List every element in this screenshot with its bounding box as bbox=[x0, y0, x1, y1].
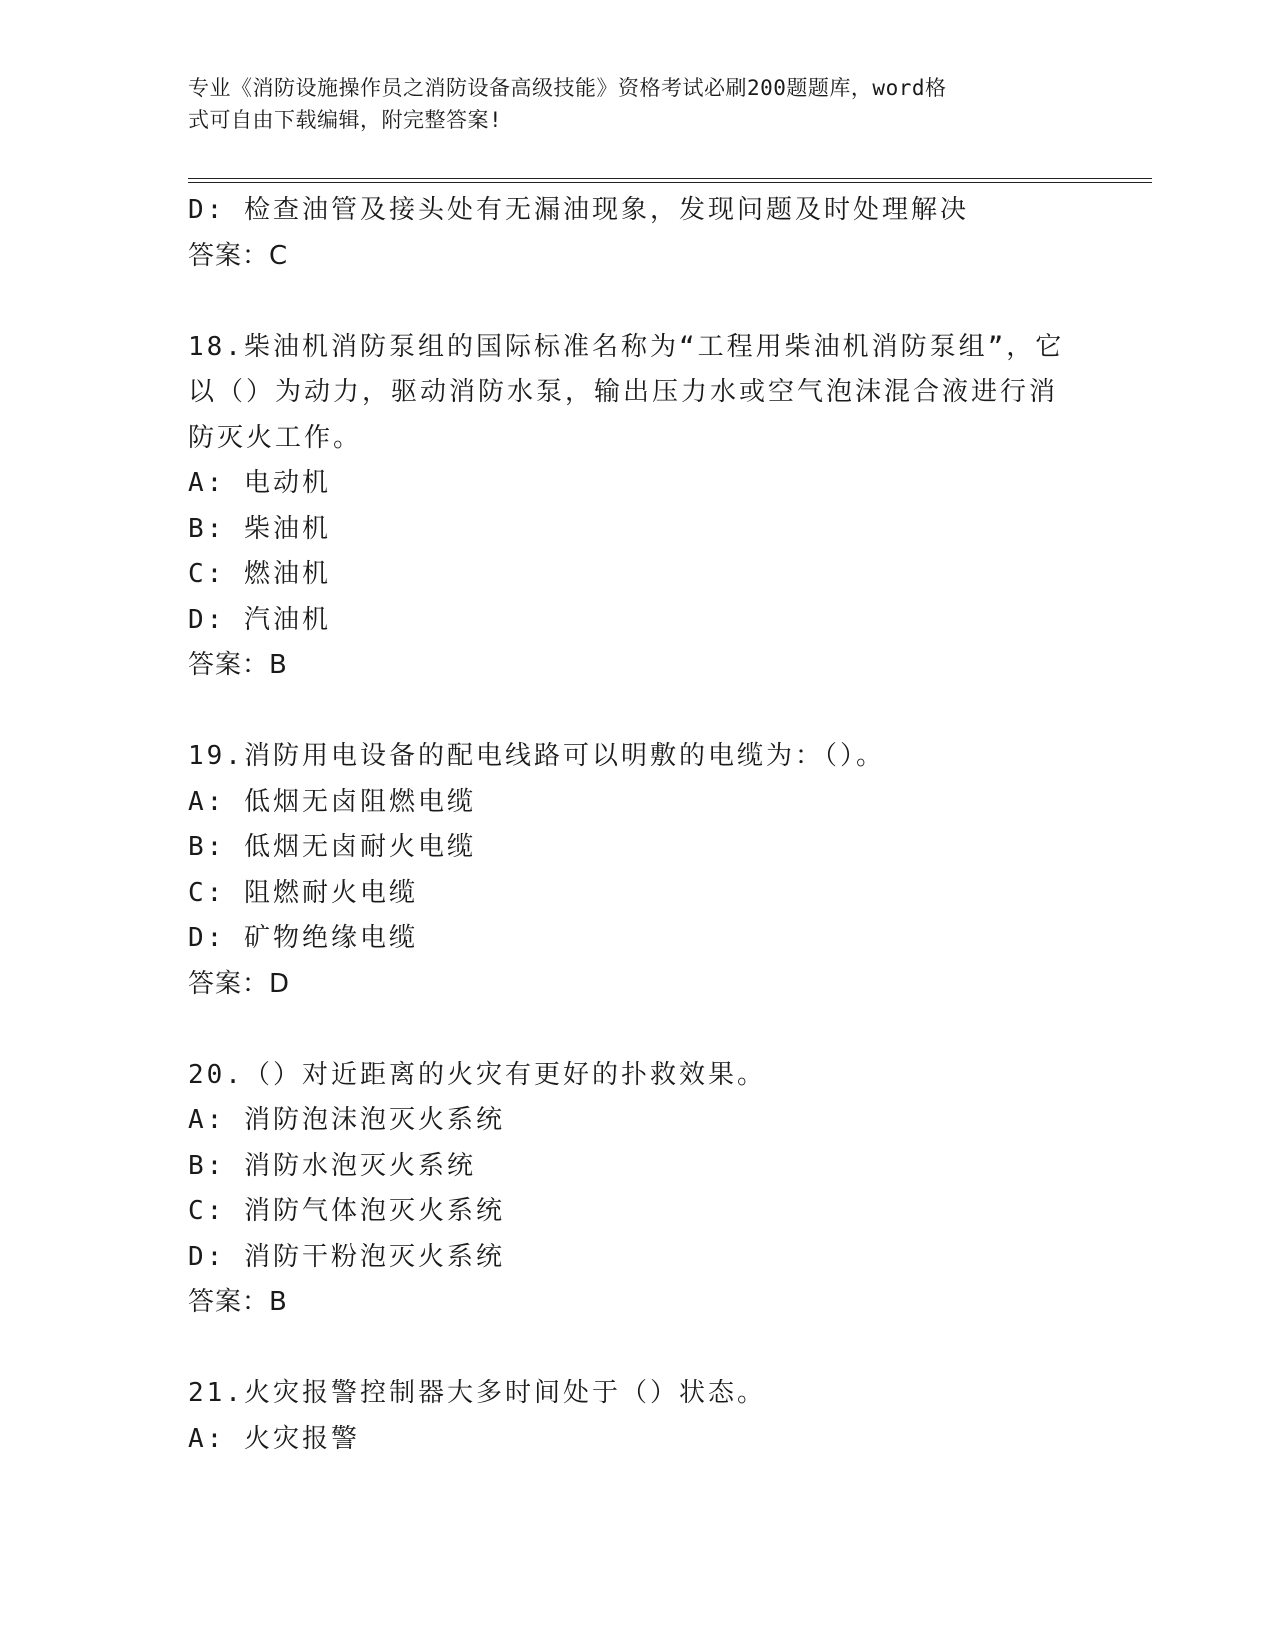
spacer bbox=[188, 1326, 1088, 1372]
question-text: 防灭火工作。 bbox=[188, 422, 363, 453]
answer-line: 答案：B bbox=[188, 1287, 288, 1317]
option-a: A: 消防泡沫泡灭火系统 bbox=[188, 1105, 505, 1135]
question-text: 以（）为动力，驱动消防水泵，输出压力水或空气泡沫混合液进行消 bbox=[188, 377, 1059, 407]
question-text: 21.火灾报警控制器大多时间处于（）状态。 bbox=[188, 1378, 766, 1408]
question-text: 19.消防用电设备的配电线路可以明敷的电缆为：（）。 bbox=[188, 741, 885, 771]
option-d: D: 矿物绝缘电缆 bbox=[188, 923, 418, 953]
question-20 bbox=[188, 1053, 1088, 1326]
option-a: A: 低烟无卤阻燃电缆 bbox=[188, 786, 476, 817]
question-list bbox=[188, 188, 1088, 1462]
header-line-2: 式可自由下载编辑，附完整答案! bbox=[188, 108, 503, 132]
option-b: B: 低烟无卤耐火电缆 bbox=[188, 832, 476, 862]
option-c: C: 燃油机 bbox=[188, 559, 331, 589]
answer-line: 答案：C bbox=[188, 240, 289, 271]
header-divider bbox=[188, 178, 1152, 183]
option-d: D: 汽油机 bbox=[188, 604, 331, 635]
question-21 bbox=[188, 1371, 1088, 1462]
spacer bbox=[188, 279, 1088, 325]
option-a: A: 火灾报警 bbox=[188, 1423, 360, 1454]
spacer bbox=[188, 689, 1088, 735]
option-b: B: 消防水泡灭火系统 bbox=[188, 1150, 476, 1181]
spacer bbox=[188, 1007, 1088, 1053]
option-d: D: 消防干粉泡灭火系统 bbox=[188, 1241, 505, 1272]
answer-line: 答案：D bbox=[188, 968, 291, 999]
question-text: 20.（）对近距离的火灾有更好的扑救效果。 bbox=[188, 1059, 766, 1090]
document-header bbox=[188, 72, 1068, 136]
option-c: C: 阻燃耐火电缆 bbox=[188, 877, 418, 908]
answer-line: 答案：B bbox=[188, 650, 288, 680]
question-19 bbox=[188, 734, 1088, 1007]
question-18 bbox=[188, 325, 1088, 689]
option-b: B: 柴油机 bbox=[188, 513, 331, 544]
option-d: D: 检查油管及接头处有无漏油现象，发现问题及时处理解决 bbox=[188, 195, 969, 225]
option-c: C: 消防气体泡灭火系统 bbox=[188, 1196, 505, 1226]
question-text: 18.柴油机消防泵组的国际标准名称为“工程用柴油机消防泵组”，它 bbox=[188, 331, 1065, 362]
header-line-1: 专业《消防设施操作员之消防设备高级技能》资格考试必刷200题题库，word格 bbox=[188, 76, 947, 100]
option-a: A: 电动机 bbox=[188, 468, 331, 498]
